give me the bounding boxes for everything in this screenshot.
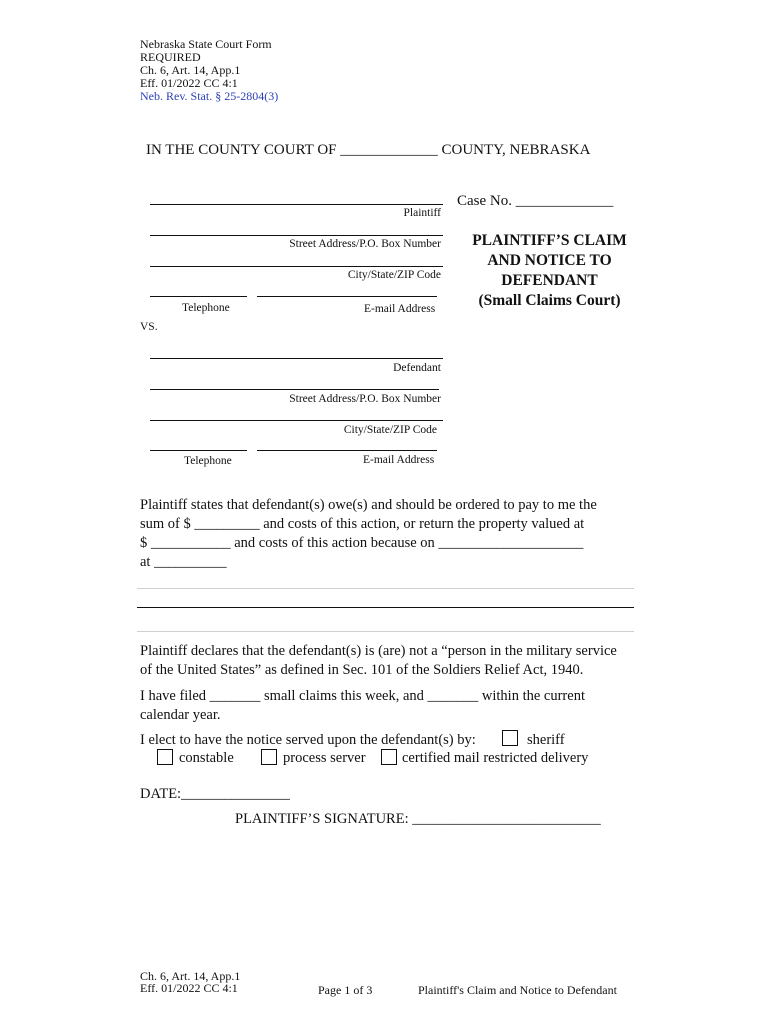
plaintiff-phone-line[interactable] (150, 296, 247, 297)
claim-line-2[interactable]: sum of $ _________ and costs of this action, or return the property valued at (140, 516, 585, 532)
filed-line-1[interactable]: I have filed _______ small claims this week, and _______ within the current (140, 688, 585, 704)
defendant-label: Defendant (393, 362, 441, 374)
plaintiff-label: Plaintiff (403, 207, 441, 219)
plaintiff-city-label: City/State/ZIP Code (347, 269, 441, 281)
defendant-phone-label: Telephone (184, 455, 232, 467)
divider-light-1 (137, 588, 634, 589)
constable-label: constable (179, 750, 234, 766)
filed-count (140, 687, 585, 725)
court-line: IN THE COUNTY COURT OF _____________ COUNTY, NEBRASKA (146, 142, 591, 158)
form-title (462, 231, 637, 311)
defendant-phone-line[interactable] (150, 450, 247, 451)
reason-line[interactable] (137, 607, 634, 608)
process-server-checkbox[interactable] (261, 749, 277, 765)
defendant-address-label: Street Address/P.O. Box Number (289, 393, 441, 405)
title-line-1: PLAINTIFF’S CLAIM (472, 232, 627, 249)
header-form-name: Nebraska State Court Form (140, 37, 272, 51)
case-number-field[interactable]: Case No. _____________ (457, 193, 614, 209)
sheriff-label: sheriff (527, 732, 565, 748)
defendant-name-line[interactable] (150, 358, 443, 359)
defendant-address-line[interactable] (150, 389, 439, 390)
footer-title: Plaintiff's Claim and Notice to Defendant (418, 983, 617, 997)
footer-chapter: Ch. 6, Art. 14, App.1 (140, 969, 241, 983)
header-required: REQUIRED (140, 50, 201, 64)
title-line-3: DEFENDANT (501, 272, 598, 289)
plaintiff-city-line[interactable] (150, 266, 443, 267)
vs-label: VS. (140, 321, 158, 333)
process-server-label: process server (283, 750, 366, 766)
defendant-city-label: City/State/ZIP Code (343, 424, 437, 436)
title-line-4: (Small Claims Court) (478, 292, 621, 309)
certified-mail-label: certified mail restricted delivery (402, 750, 589, 766)
footer-reference (140, 970, 240, 994)
plaintiff-phone-label: Telephone (182, 302, 230, 314)
plaintiff-address-line[interactable] (150, 235, 443, 236)
divider-light-2 (137, 631, 634, 632)
service-intro: I elect to have the notice served upon the defendant(s) by: (140, 732, 476, 748)
claim-line-1: Plaintiff states that defendant(s) owe(s) and should be ordered to pay to me the (140, 497, 597, 513)
constable-checkbox[interactable] (157, 749, 173, 765)
plaintiff-address-label: Street Address/P.O. Box Number (289, 238, 441, 250)
header-chapter: Ch. 6, Art. 14, App.1 (140, 63, 241, 77)
filed-line-2: calendar year. (140, 707, 221, 723)
military-line-1: Plaintiff declares that the defendant(s) is (are) not a “person in the military service (140, 643, 617, 659)
plaintiff-email-line[interactable] (257, 296, 437, 297)
header-effective: Eff. 01/2022 CC 4:1 (140, 76, 238, 90)
footer-effective: Eff. 01/2022 CC 4:1 (140, 981, 238, 995)
form-header (140, 38, 278, 103)
claim-line-3[interactable]: $ ___________ and costs of this action because on ____________________ (140, 535, 584, 551)
sheriff-checkbox[interactable] (502, 730, 518, 746)
defendant-email-label: E-mail Address (363, 454, 435, 466)
date-field[interactable]: DATE:_______________ (140, 786, 290, 802)
claim-statement (140, 496, 597, 572)
military-line-2: of the United States” as defined in Sec. 101 of the Soldiers Relief Act, 1940. (140, 662, 584, 678)
signature-field[interactable]: PLAINTIFF’S SIGNATURE: __________________________ (235, 811, 601, 827)
plaintiff-email-label: E-mail Address (364, 303, 436, 315)
defendant-email-line[interactable] (257, 450, 437, 451)
claim-line-4[interactable]: at __________ (140, 554, 227, 570)
statute-link[interactable]: Neb. Rev. Stat. § 25-2804(3) (140, 89, 279, 103)
page-number: Page 1 of 3 (318, 983, 373, 997)
certified-mail-checkbox[interactable] (381, 749, 397, 765)
plaintiff-name-line[interactable] (150, 204, 443, 205)
defendant-city-line[interactable] (150, 420, 443, 421)
military-declaration (140, 642, 617, 680)
title-line-2: AND NOTICE TO (487, 252, 612, 269)
